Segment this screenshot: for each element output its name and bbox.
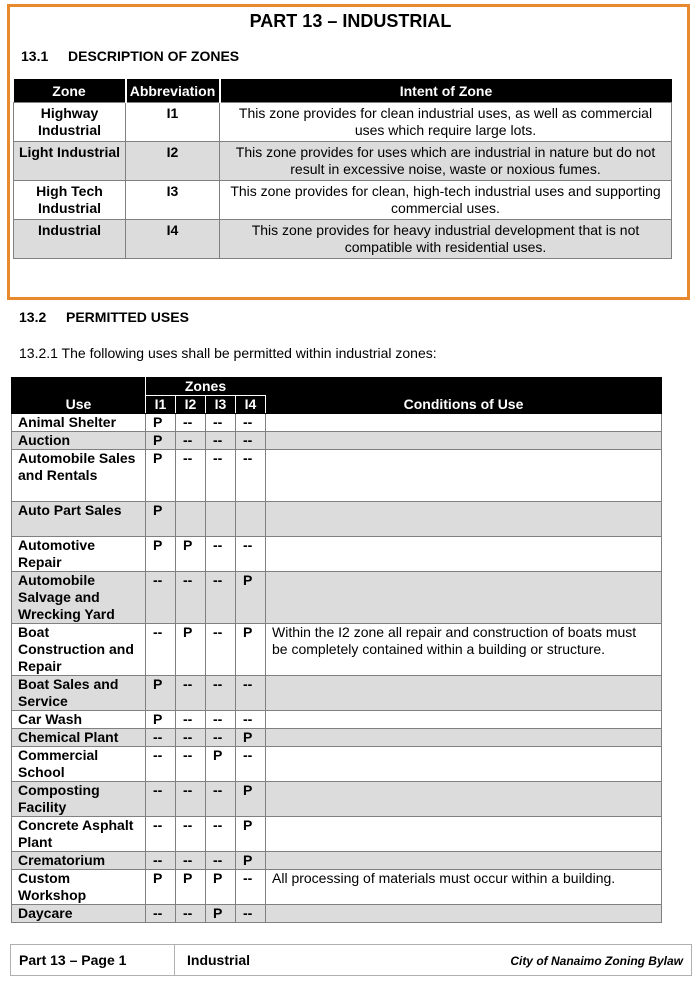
use-name: Auto Part Sales <box>12 502 146 537</box>
zone-i2-value: -- <box>176 432 206 450</box>
use-conditions <box>266 905 662 923</box>
use-conditions <box>266 502 662 537</box>
use-conditions <box>266 729 662 747</box>
zone-i2-value: P <box>176 870 206 905</box>
header-zone-col: I4 <box>236 396 266 414</box>
zone-i3-value: -- <box>206 414 236 432</box>
zone-i4-value: -- <box>236 676 266 711</box>
zone-row <box>14 103 672 142</box>
zone-row <box>14 142 672 181</box>
zone-i2-value: -- <box>176 905 206 923</box>
header-abbreviation: Abbreviation <box>126 79 220 103</box>
zone-i4-value: P <box>236 782 266 817</box>
use-name: Daycare <box>12 905 146 923</box>
use-row <box>12 852 662 870</box>
use-name: Custom Workshop <box>12 870 146 905</box>
use-row <box>12 905 662 923</box>
section-number: 13.2 <box>19 309 47 325</box>
uses-header-row-1 <box>12 378 662 396</box>
zone-i4-value: P <box>236 852 266 870</box>
zone-i2-value: -- <box>176 729 206 747</box>
section-number: 13.1 <box>21 48 49 64</box>
header-zone: Zone <box>14 79 126 103</box>
zone-name: Highway Industrial <box>14 103 126 142</box>
zone-i2-value: -- <box>176 450 206 502</box>
zone-intent: This zone provides for clean industrial uses, as well as commercial uses which require large lots. <box>220 103 672 142</box>
page-footer <box>10 944 692 976</box>
page-title: PART 13 – INDUSTRIAL <box>249 11 452 31</box>
use-conditions <box>266 450 662 502</box>
use-row <box>12 432 662 450</box>
zone-i1-value: -- <box>146 905 176 923</box>
header-zones: Zones <box>146 378 266 396</box>
section-title: PERMITTED USES <box>66 309 189 325</box>
use-name: Boat Sales and Service <box>12 676 146 711</box>
zone-i3-value: -- <box>206 450 236 502</box>
zone-i4-value: -- <box>236 537 266 572</box>
section-13-1-heading <box>21 48 239 64</box>
zone-i3-value <box>206 502 236 537</box>
use-conditions <box>266 432 662 450</box>
footer-page-number: Part 13 – Page 1 <box>19 952 127 968</box>
use-name: Boat Construction and Repair <box>12 624 146 676</box>
use-row <box>12 414 662 432</box>
zone-i3-value: P <box>206 870 236 905</box>
highlight-frame <box>7 4 690 300</box>
use-row <box>12 817 662 852</box>
footer-section: Industrial <box>187 952 251 968</box>
zone-i1-value: P <box>146 711 176 729</box>
use-row <box>12 676 662 711</box>
zone-i1-value: P <box>146 414 176 432</box>
use-conditions <box>266 711 662 729</box>
zone-i2-value: -- <box>176 782 206 817</box>
header-use: Use <box>12 378 146 414</box>
header-zone-col: I3 <box>206 396 236 414</box>
header-zone-col: I1 <box>146 396 176 414</box>
section-title: DESCRIPTION OF ZONES <box>68 48 240 64</box>
zone-i3-value: -- <box>206 537 236 572</box>
use-name: Concrete Asphalt Plant <box>12 817 146 852</box>
intro-paragraph: 13.2.1 The following uses shall be permitted within industrial zones: <box>19 345 437 361</box>
use-conditions <box>266 817 662 852</box>
zone-i2-value: -- <box>176 676 206 711</box>
zone-name: High Tech Industrial <box>14 181 126 220</box>
use-row <box>12 624 662 676</box>
zone-i4-value: P <box>236 729 266 747</box>
zone-intent: This zone provides for heavy industrial development that is not compatible with residential uses. <box>220 220 672 259</box>
section-13-2-heading <box>19 309 189 325</box>
zone-i2-value: -- <box>176 572 206 624</box>
zone-i1-value: P <box>146 502 176 537</box>
zone-name: Light Industrial <box>14 142 126 181</box>
footer-divider <box>174 945 175 975</box>
zones-header-row <box>14 79 672 103</box>
use-conditions <box>266 852 662 870</box>
zone-i2-value: -- <box>176 711 206 729</box>
zone-abbreviation: I1 <box>126 103 220 142</box>
zone-i2-value <box>176 502 206 537</box>
use-name: Auction <box>12 432 146 450</box>
zone-i1-value: P <box>146 676 176 711</box>
use-row <box>12 870 662 905</box>
zone-i3-value: P <box>206 905 236 923</box>
zone-i1-value: P <box>146 537 176 572</box>
zone-i3-value: -- <box>206 676 236 711</box>
use-row <box>12 450 662 502</box>
use-name: Composting Facility <box>12 782 146 817</box>
zone-i4-value: -- <box>236 747 266 782</box>
zone-i4-value: -- <box>236 905 266 923</box>
zone-i1-value: -- <box>146 572 176 624</box>
use-name: Automotive Repair <box>12 537 146 572</box>
zone-i3-value: -- <box>206 852 236 870</box>
zone-i1-value: P <box>146 870 176 905</box>
use-row <box>12 711 662 729</box>
zone-i3-value: -- <box>206 711 236 729</box>
zones-table <box>13 79 672 259</box>
use-conditions <box>266 414 662 432</box>
zone-i4-value: P <box>236 817 266 852</box>
zone-i1-value: -- <box>146 624 176 676</box>
zone-name: Industrial <box>14 220 126 259</box>
zone-i2-value: -- <box>176 817 206 852</box>
zone-i3-value: -- <box>206 729 236 747</box>
zone-i1-value: -- <box>146 852 176 870</box>
zone-i2-value: P <box>176 624 206 676</box>
footer-bylaw: City of Nanaimo Zoning Bylaw <box>510 954 683 968</box>
use-name: Automobile Salvage and Wrecking Yard <box>12 572 146 624</box>
zone-i1-value: P <box>146 432 176 450</box>
use-conditions: Within the I2 zone all repair and construction of boats must be completely contained within a building or structure. <box>266 624 662 676</box>
zone-i2-value: -- <box>176 852 206 870</box>
use-name: Crematorium <box>12 852 146 870</box>
use-name: Chemical Plant <box>12 729 146 747</box>
use-conditions <box>266 537 662 572</box>
zone-i1-value: P <box>146 450 176 502</box>
use-conditions <box>266 676 662 711</box>
use-conditions <box>266 782 662 817</box>
use-row <box>12 502 662 537</box>
zone-i4-value: P <box>236 624 266 676</box>
zone-abbreviation: I3 <box>126 181 220 220</box>
header-conditions: Conditions of Use <box>266 378 662 414</box>
zone-i4-value: -- <box>236 870 266 905</box>
zone-i4-value <box>236 502 266 537</box>
use-row <box>12 782 662 817</box>
zone-i1-value: -- <box>146 817 176 852</box>
use-conditions: All processing of materials must occur within a building. <box>266 870 662 905</box>
zone-i2-value: -- <box>176 747 206 782</box>
zone-i4-value: -- <box>236 450 266 502</box>
zone-i3-value: P <box>206 747 236 782</box>
zone-i3-value: -- <box>206 817 236 852</box>
use-conditions <box>266 747 662 782</box>
use-row <box>12 729 662 747</box>
use-row <box>12 572 662 624</box>
zone-i1-value: -- <box>146 747 176 782</box>
use-row <box>12 747 662 782</box>
zone-i1-value: -- <box>146 782 176 817</box>
zone-i4-value: -- <box>236 414 266 432</box>
zone-row <box>14 220 672 259</box>
zone-i2-value: -- <box>176 414 206 432</box>
use-name: Animal Shelter <box>12 414 146 432</box>
use-name: Automobile Sales and Rentals <box>12 450 146 502</box>
zone-i2-value: P <box>176 537 206 572</box>
zone-intent: This zone provides for clean, high-tech industrial uses and supporting commercial uses. <box>220 181 672 220</box>
zone-i3-value: -- <box>206 782 236 817</box>
zone-i4-value: -- <box>236 432 266 450</box>
zone-abbreviation: I2 <box>126 142 220 181</box>
use-name: Commercial School <box>12 747 146 782</box>
use-row <box>12 537 662 572</box>
zone-i3-value: -- <box>206 624 236 676</box>
permitted-uses-table <box>11 377 662 923</box>
zone-i3-value: -- <box>206 432 236 450</box>
zone-abbreviation: I4 <box>126 220 220 259</box>
use-name: Car Wash <box>12 711 146 729</box>
use-conditions <box>266 572 662 624</box>
zone-i4-value: P <box>236 572 266 624</box>
zone-i1-value: -- <box>146 729 176 747</box>
zone-row <box>14 181 672 220</box>
zone-intent: This zone provides for uses which are industrial in nature but do not result in excessive noise, waste or noxious fumes. <box>220 142 672 181</box>
zone-i3-value: -- <box>206 572 236 624</box>
header-intent: Intent of Zone <box>220 79 672 103</box>
zone-i4-value: -- <box>236 711 266 729</box>
header-zone-col: I2 <box>176 396 206 414</box>
